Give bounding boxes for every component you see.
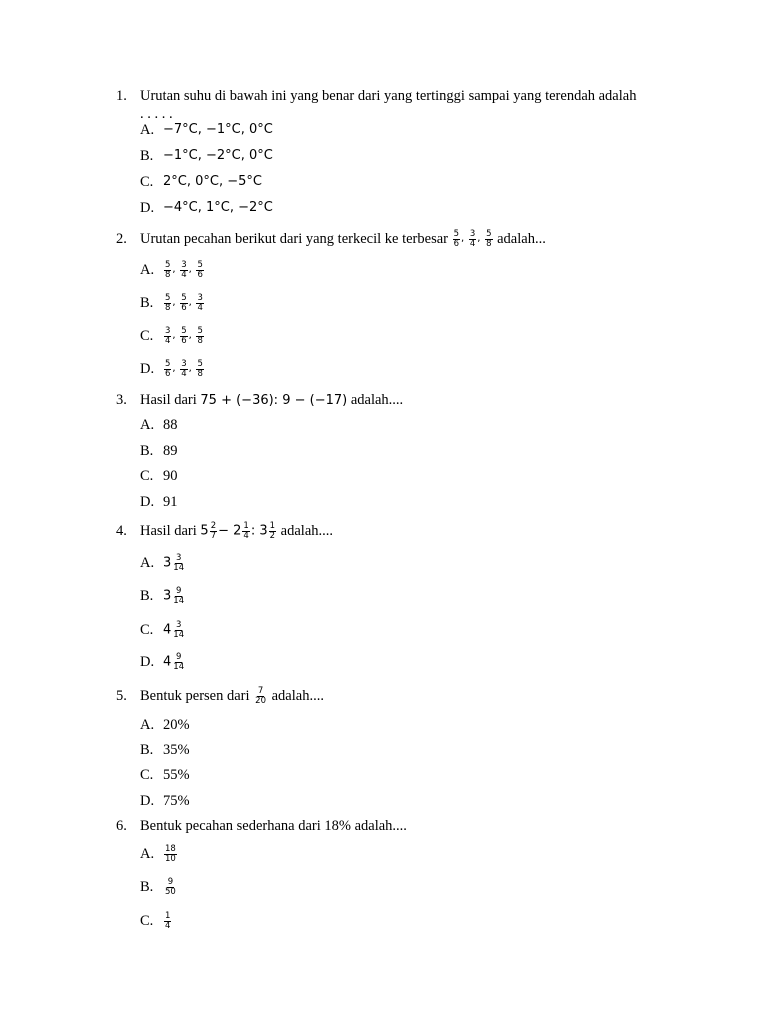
operator: − 2: [218, 523, 242, 539]
numerator: 5: [197, 326, 203, 337]
numerator: 5: [165, 359, 171, 370]
question-text: Urutan suhu di bawah ini yang benar dari yang tertinggi sampai yang terendah adalah: [140, 88, 637, 104]
denominator: 8: [197, 369, 203, 380]
numerator: 5: [486, 229, 492, 240]
option-letter: B.: [140, 879, 154, 895]
option-fractions: [163, 356, 205, 382]
separator: ,: [188, 297, 192, 308]
separator: ,: [188, 330, 192, 341]
numerator: 9: [167, 877, 174, 888]
numerator: 9: [175, 652, 182, 663]
numerator: 1: [165, 911, 171, 922]
numerator: 1: [243, 521, 249, 532]
option-value: 2°C, 0°C, −5°C: [163, 174, 262, 189]
option-letter: A.: [140, 122, 155, 138]
separator: ,: [172, 297, 176, 308]
option-letter: C.: [140, 174, 154, 190]
fraction: [172, 621, 185, 640]
option-letter: B.: [140, 588, 154, 604]
denominator: 14: [173, 662, 185, 673]
option-letter: A.: [140, 262, 155, 278]
option-value: 90: [163, 468, 178, 484]
question-number: 3.: [116, 392, 127, 408]
whole-number: 5: [200, 523, 209, 539]
option-letter: B.: [140, 295, 154, 311]
option-value: −1°C, −2°C, 0°C: [163, 148, 273, 163]
separator: ,: [172, 363, 176, 374]
option-letter: B.: [140, 148, 154, 164]
fraction: [210, 522, 217, 541]
question-text: Bentuk pecahan sederhana dari 18% adalah....: [140, 818, 407, 834]
numerator: 1: [269, 521, 276, 532]
numerator: 3: [197, 293, 203, 304]
question-text-continuation: . . . . .: [140, 106, 173, 122]
question-number: 2.: [116, 231, 127, 247]
denominator: 6: [181, 303, 187, 314]
option-letter: D.: [140, 793, 155, 809]
denominator: 8: [197, 336, 203, 347]
option-value: −4°C, 1°C, −2°C: [163, 200, 273, 215]
fraction: [164, 327, 171, 346]
numerator: 3: [181, 359, 187, 370]
denominator: 7: [210, 531, 217, 542]
option-letter: C.: [140, 767, 154, 783]
question-text-after: adalah....: [350, 392, 404, 408]
numerator: 5: [181, 293, 187, 304]
numerator: 18: [165, 844, 176, 855]
denominator: 4: [197, 303, 203, 314]
option-fraction: [163, 874, 178, 900]
fraction: [196, 294, 203, 313]
fraction: [242, 522, 249, 541]
whole-number: 3: [163, 588, 172, 604]
question-text: Bentuk persen dari: [140, 688, 250, 704]
fraction: [164, 878, 177, 897]
fraction: [254, 687, 267, 706]
separator: ,: [172, 330, 176, 341]
fraction: [269, 522, 276, 541]
denominator: 8: [165, 270, 171, 281]
question-text-after: adalah....: [280, 523, 334, 539]
fraction: [172, 554, 185, 573]
math-expression: 75 + (−36): 9 − (−17): [200, 393, 348, 408]
denominator: 4: [469, 239, 476, 250]
option-mixed-number: [163, 617, 186, 644]
denominator: 6: [165, 369, 171, 380]
question-number: 4.: [116, 523, 127, 539]
whole-number: 4: [163, 654, 172, 670]
fraction: [180, 327, 187, 346]
option-mixed-number: [163, 583, 186, 610]
fraction: [453, 230, 460, 249]
option-letter: D.: [140, 361, 155, 377]
numerator: 5: [197, 359, 203, 370]
option-fractions: [163, 257, 205, 283]
option-fraction: [163, 841, 178, 867]
denominator: 2: [269, 531, 276, 542]
option-value: 55%: [163, 767, 190, 783]
separator: ,: [461, 233, 465, 244]
numerator: 5: [165, 293, 171, 304]
numerator: 5: [453, 229, 460, 240]
numerator: 3: [175, 553, 182, 564]
separator: ,: [172, 264, 176, 275]
denominator: 50: [165, 887, 176, 898]
fraction: [172, 653, 185, 672]
question-text: Hasil dari: [140, 523, 197, 539]
option-letter: A.: [140, 555, 155, 571]
fraction: [469, 230, 476, 249]
denominator: 4: [181, 369, 187, 380]
numerator: 3: [469, 229, 476, 240]
numerator: 3: [181, 260, 187, 271]
fraction: [164, 261, 171, 280]
fraction: [164, 294, 171, 313]
option-value: 75%: [163, 793, 190, 809]
option-mixed-number: [163, 649, 186, 676]
denominator: 4: [165, 921, 171, 932]
denominator: 6: [197, 270, 203, 281]
option-letter: B.: [140, 443, 154, 459]
option-fractions: [163, 290, 205, 316]
option-mixed-number: [163, 550, 186, 577]
fraction: [164, 845, 177, 864]
option-fractions: [163, 323, 205, 349]
question-text-after: adalah...: [497, 231, 546, 247]
fraction: [180, 261, 187, 280]
option-letter: B.: [140, 742, 154, 758]
fraction: [196, 360, 203, 379]
whole-number: 4: [163, 622, 172, 638]
numerator: 5: [165, 260, 171, 271]
fraction: [196, 327, 203, 346]
denominator: 8: [165, 303, 171, 314]
denominator: 8: [486, 239, 492, 250]
numerator: 9: [175, 586, 182, 597]
denominator: 6: [453, 239, 460, 250]
option-letter: A.: [140, 846, 155, 862]
separator: ,: [188, 363, 192, 374]
question-text-line: [140, 391, 403, 410]
denominator: 14: [173, 563, 185, 574]
question-text-after: adalah....: [271, 688, 324, 704]
fraction: [164, 912, 171, 931]
numerator: 7: [257, 686, 264, 697]
question-text-line: [140, 518, 333, 545]
denominator: 6: [181, 336, 187, 347]
option-fraction: [163, 908, 172, 934]
option-letter: D.: [140, 654, 155, 670]
separator: ,: [188, 264, 192, 275]
option-letter: A.: [140, 417, 155, 433]
separator: ,: [477, 233, 481, 244]
fraction: [196, 261, 203, 280]
option-letter: C.: [140, 622, 154, 638]
option-letter: C.: [140, 328, 154, 344]
fraction: [180, 360, 187, 379]
denominator: 14: [173, 630, 185, 641]
question-number: 5.: [116, 688, 127, 704]
question-text: Urutan pecahan berikut dari yang terkecil ke terbesar: [140, 231, 448, 247]
question-number: 1.: [116, 88, 127, 104]
numerator: 5: [181, 326, 187, 337]
numerator: 2: [210, 521, 217, 532]
option-value: 91: [163, 494, 178, 510]
option-letter: D.: [140, 494, 155, 510]
fraction: [172, 587, 185, 606]
denominator: 4: [165, 336, 171, 347]
denominator: 10: [165, 854, 176, 865]
fraction: [180, 294, 187, 313]
whole-number: 3: [163, 555, 172, 571]
question-number: 6.: [116, 818, 127, 834]
denominator: 4: [243, 531, 249, 542]
option-letter: A.: [140, 717, 155, 733]
question-text-line: [140, 226, 546, 252]
option-letter: D.: [140, 200, 155, 216]
option-letter: C.: [140, 468, 154, 484]
denominator: 14: [173, 596, 185, 607]
numerator: 5: [197, 260, 203, 271]
denominator: 4: [181, 270, 187, 281]
question-text: Hasil dari: [140, 392, 197, 408]
option-value: 88: [163, 417, 178, 433]
option-value: −7°C, −1°C, 0°C: [163, 122, 273, 137]
option-letter: C.: [140, 913, 154, 929]
denominator: 20: [255, 696, 266, 707]
option-value: 89: [163, 443, 178, 459]
option-value: 20%: [163, 717, 190, 733]
option-value: 35%: [163, 742, 190, 758]
fraction: [485, 230, 492, 249]
operator: : 3: [250, 523, 268, 539]
question-text-line: [140, 683, 324, 709]
numerator: 3: [165, 326, 171, 337]
fraction: [164, 360, 171, 379]
numerator: 3: [175, 620, 182, 631]
